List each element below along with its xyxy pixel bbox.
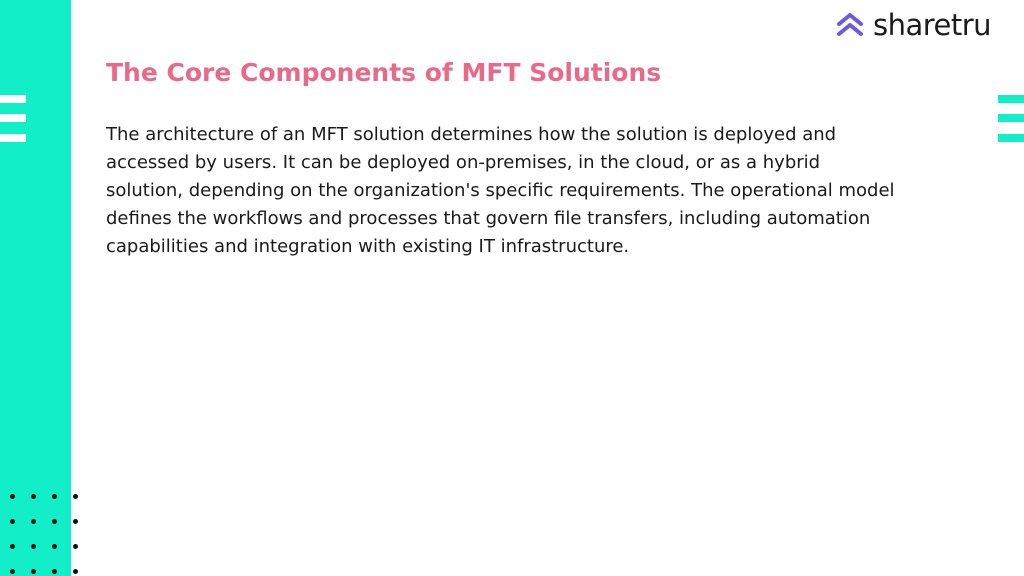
decorative-dot xyxy=(73,494,78,499)
chevrons-up-icon xyxy=(835,10,865,40)
slide-body-text: The architecture of an MFT solution determines how the solution is deployed and accessed by users. It can be deployed on-premises, in the cloud, or as a hybrid solution, depending on the organization's specific requirements. The operational model defines the workflows and processes that govern file transfers, including automation capabilities and integration with existing IT infrastructure. xyxy=(106,124,895,257)
decorative-dot xyxy=(10,544,15,549)
decorative-dot xyxy=(52,519,57,524)
left-stripes-decoration xyxy=(0,95,26,142)
decorative-dot xyxy=(10,494,15,499)
decorative-dot xyxy=(52,494,57,499)
decorative-dot xyxy=(73,519,78,524)
slide-title: The Core Components of MFT Solutions xyxy=(106,58,662,87)
decorative-dot xyxy=(10,569,15,574)
decorative-dot xyxy=(73,544,78,549)
decorative-dot xyxy=(31,494,36,499)
decorative-dot xyxy=(52,569,57,574)
left-accent-bar xyxy=(0,0,71,576)
right-stripes-decoration xyxy=(998,95,1024,142)
decorative-dot xyxy=(52,544,57,549)
brand-name: sharetru xyxy=(873,8,992,42)
dot-grid-decoration xyxy=(10,494,82,576)
decorative-dot xyxy=(73,569,78,574)
decorative-dot xyxy=(31,519,36,524)
decorative-dot xyxy=(31,569,36,574)
brand-logo xyxy=(835,8,991,42)
decorative-dot xyxy=(10,519,15,524)
decorative-dot xyxy=(31,544,36,549)
